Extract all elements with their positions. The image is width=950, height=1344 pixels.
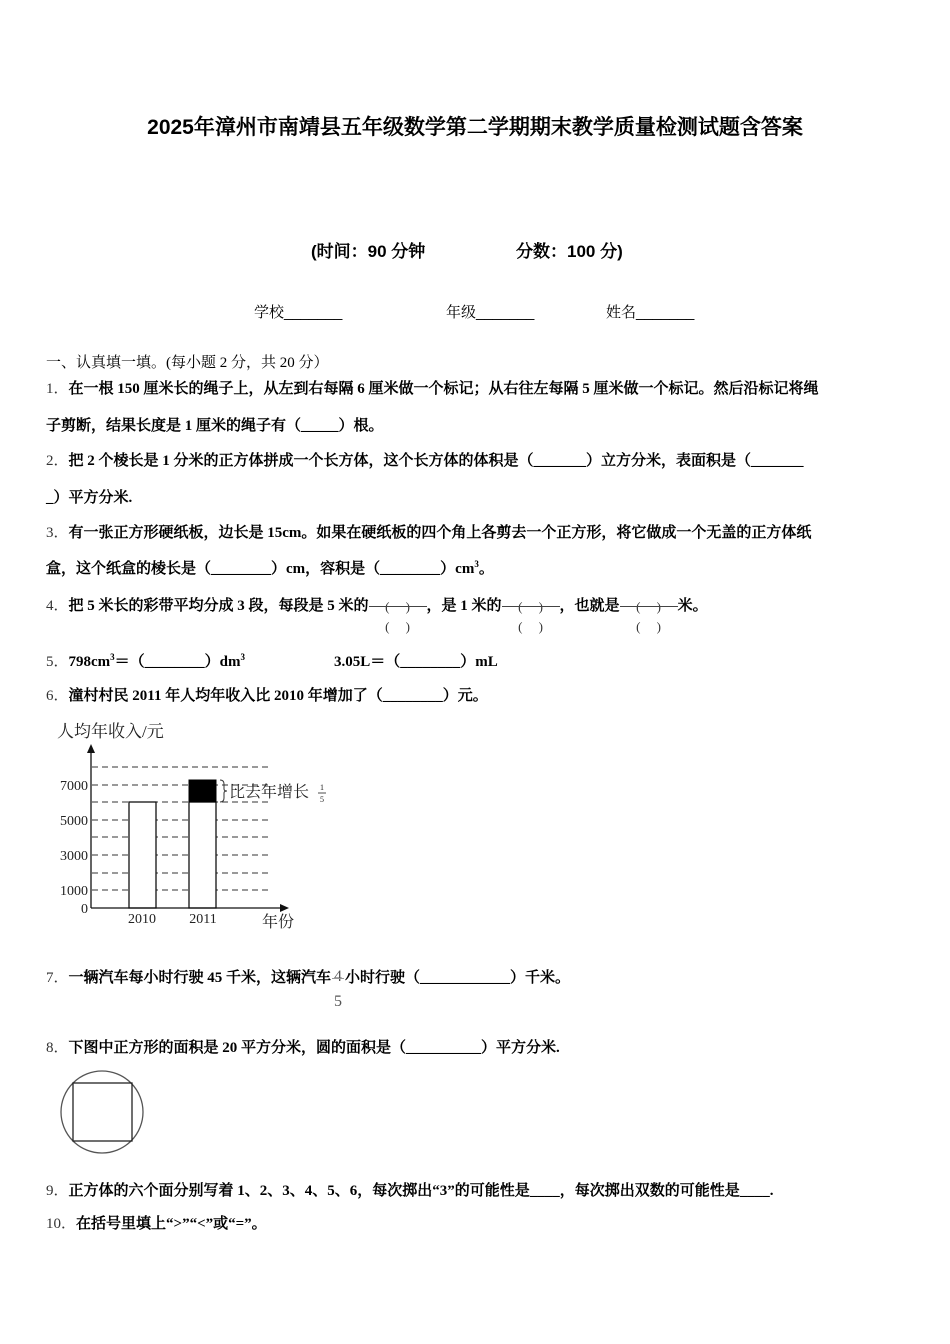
question-number: 1． bbox=[46, 381, 69, 397]
income-bar-chart bbox=[40, 712, 340, 937]
question-number: 2． bbox=[46, 453, 69, 469]
question-number: 4． bbox=[46, 598, 69, 614]
svg-text:0: 0 bbox=[81, 902, 88, 917]
question-6[interactable]: 6．潼村村民 2011 年人均年收入比 2010 年增加了（________）元。 bbox=[46, 688, 488, 704]
x-tick-2010: 2010 bbox=[128, 912, 156, 927]
question-number: 8． bbox=[46, 1040, 69, 1056]
question-10: 10．在括号里填上“>”“<”或“=”。 bbox=[46, 1216, 267, 1232]
name-field[interactable]: 姓名_______ bbox=[606, 304, 695, 321]
question-9[interactable]: 9．正方体的六个面分别写着 1、2、3、4、5、6，每次掷出“3”的可能性是____，每次掷出双数的可能性是____. bbox=[46, 1183, 774, 1199]
grade-field[interactable]: 年级_______ bbox=[446, 304, 535, 321]
x-axis-label: 年份 bbox=[262, 914, 295, 931]
circle-square-figure bbox=[55, 1068, 150, 1158]
x-axis-arrow-icon bbox=[280, 904, 289, 912]
annotation-text: 比去年增长 bbox=[229, 784, 310, 801]
exam-score: 分数：100 分) bbox=[516, 242, 623, 261]
question-1-line2[interactable]: 子剪断，结果长度是 1 厘米的绳子有（_____）根。 bbox=[46, 418, 384, 434]
bar-2011-increase bbox=[189, 780, 216, 802]
section-heading: 一、认真填一填。(每小题 2 分，共 20 分） bbox=[46, 355, 329, 371]
question-number: 6． bbox=[46, 688, 69, 704]
page-title: 2025年漳州市南靖县五年级数学第二学期期末教学质量检测试题含答案 bbox=[147, 116, 803, 139]
question-7[interactable]: 7．一辆汽车每小时行驶 45 千米，这辆汽车 4 5 小时行驶（____________）千米。 bbox=[46, 956, 570, 1001]
svg-text:1000: 1000 bbox=[60, 884, 88, 899]
question-8[interactable]: 8．下图中正方形的面积是 20 平方分米，圆的面积是（__________）平方分米. bbox=[46, 1040, 560, 1056]
y-axis-label: 人均年收入/元 bbox=[57, 722, 164, 741]
exam-time: (时间：90 分钟 bbox=[311, 242, 426, 261]
question-5a[interactable]: 5．$798cm^3=(\_\_\_\_\_\_\_\_)dm^3$ bbox=[46, 652, 246, 670]
fraction-blank-1[interactable]: ( ) ( ) bbox=[369, 587, 427, 627]
bar-2011-base bbox=[189, 802, 216, 908]
question-5b[interactable]: 3.05L＝（________）mL bbox=[334, 654, 498, 670]
question-1-line1: 1．在一根 150 厘米长的绳子上，从左到右每隔 6 厘米做一个标记；从右往左每隔 5 厘米做一个标记。然后沿标记将绳 bbox=[46, 381, 819, 397]
fraction-four-fifths: 4 5 bbox=[334, 967, 343, 1010]
question-2-line1[interactable]: 2．把 2 个棱长是 1 分米的正方体拼成一个长方体，这个长方体的体积是（_______）立方分米，表面积是（_______ bbox=[46, 453, 804, 469]
svg-text:5: 5 bbox=[320, 795, 324, 804]
fraction-blank-3[interactable]: ( ) ( ) bbox=[620, 587, 678, 627]
svg-text:1: 1 bbox=[320, 783, 324, 792]
fraction-blank-2[interactable]: ( ) ( ) bbox=[502, 587, 560, 627]
question-3-line2[interactable]: 盒，这个纸盒的棱长是（________）cm，容积是$(\_\_\_\_\_\_\_\_)cm^3$。 bbox=[46, 559, 494, 577]
svg-text:3000: 3000 bbox=[60, 849, 88, 864]
question-2-line2[interactable]: _）平方分米. bbox=[46, 490, 133, 506]
question-number: 3． bbox=[46, 525, 69, 541]
question-number: 10． bbox=[46, 1216, 77, 1232]
y-axis-arrow-icon bbox=[87, 744, 95, 753]
question-4: 4．把 5 米长的彩带平均分成 3 段，每段是 5 米的 ( ) ( ) ，是 1 米的 ( ) ( ) ，也就是 ( ) ( ) 米。 bbox=[46, 586, 708, 627]
svg-text:7000: 7000 bbox=[60, 779, 88, 794]
square-shape bbox=[73, 1083, 132, 1141]
y-tick-labels bbox=[60, 779, 88, 917]
school-field[interactable]: 学校_______ bbox=[254, 304, 343, 321]
brace-icon bbox=[220, 780, 227, 802]
question-number: 5． bbox=[46, 654, 69, 670]
x-tick-2011: 2011 bbox=[189, 912, 217, 927]
question-number: 7． bbox=[46, 970, 69, 986]
bar-2010 bbox=[129, 802, 156, 908]
question-number: 9． bbox=[46, 1183, 69, 1199]
svg-text:5000: 5000 bbox=[60, 814, 88, 829]
question-3-line1: 3．有一张正方形硬纸板，边长是 15cm。如果在硬纸板的四个角上各剪去一个正方形，将它做成一个无盖的正方体纸 bbox=[46, 525, 812, 541]
